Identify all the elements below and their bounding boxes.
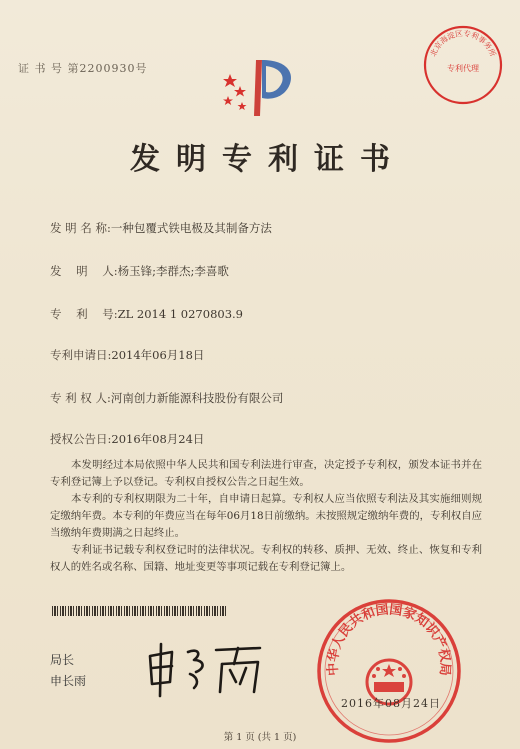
paragraph-term: 本专利的专利权期限为二十年，自申请日起算。专利权人应当依照专利法及其实施细则规定缴纳年费。本专利的年费应当在每年06月18日前缴纳。未按照规定缴纳年费的，专利权自应当缴纳年费期满之日起终止。 (50, 493, 482, 539)
director-title: 局长 (50, 653, 75, 667)
paragraph-legal-status: 专利证书记载专利权登记时的法律状况。专利权的转移、质押、无效、终止、恢复和专利权人的姓名或名称、国籍、地址变更等事项记载在专利登记簿上。 (50, 544, 482, 573)
inventor-value: 杨玉锋;李群杰;李喜歌 (117, 264, 229, 278)
invention-name-row (50, 220, 272, 236)
patentee-value: 河南创力新能源科技股份有限公司 (110, 391, 284, 405)
invention-name-label: 发 明 名 称: (50, 221, 111, 235)
patentee-label: 专 利 权 人: (50, 391, 111, 405)
filing-date-value: 2014年06月18日 (111, 348, 205, 362)
page-number: 第 1 页 (共 1 页) (223, 732, 297, 743)
barcode (52, 606, 226, 616)
invention-name-value: 一种包覆式铁电极及其制备方法 (110, 221, 272, 235)
agency-seal-text: 北京海淀区专利事务所 (428, 28, 498, 58)
patent-number-row (50, 306, 243, 322)
national-seal-text: 中华人民共和国国家知识产权局 (325, 602, 453, 677)
agency-seal (422, 24, 504, 106)
inventor-row (50, 263, 229, 279)
page-title: 发明专利证书 (130, 142, 406, 177)
paragraph-grant: 本发明经过本局依照中华人民共和国专利法进行审查，决定授予专利权，颁发本证书并在专利登记簿上予以登记。专利权自授权公告之日起生效。 (50, 459, 482, 488)
filing-date-label: 专利申请日: (50, 348, 112, 362)
grant-date-label: 授权公告日: (50, 432, 112, 446)
filing-date-row (50, 347, 204, 363)
patent-office-logo (216, 52, 298, 124)
director-name: 申长雨 (50, 674, 87, 688)
svg-text:北京海淀区专利事务所 (428, 28, 499, 58)
grant-date-value: 2016年08月24日 (111, 432, 205, 446)
agency-seal-center: 专利代理 (447, 64, 479, 73)
patentee-row (50, 390, 283, 406)
patent-number-value: ZL 2014 1 0270803.9 (117, 307, 243, 321)
inventor-label: 发 明 人: (50, 264, 118, 278)
certificate-number: 证 书 号 第2200930号 (18, 62, 148, 75)
patent-number-label: 专 利 号: (50, 307, 118, 321)
grant-date-row (50, 431, 204, 447)
seal-date: 2016年08月24日 (341, 697, 441, 710)
national-ip-office-seal (316, 598, 462, 744)
director-signature (142, 638, 272, 698)
